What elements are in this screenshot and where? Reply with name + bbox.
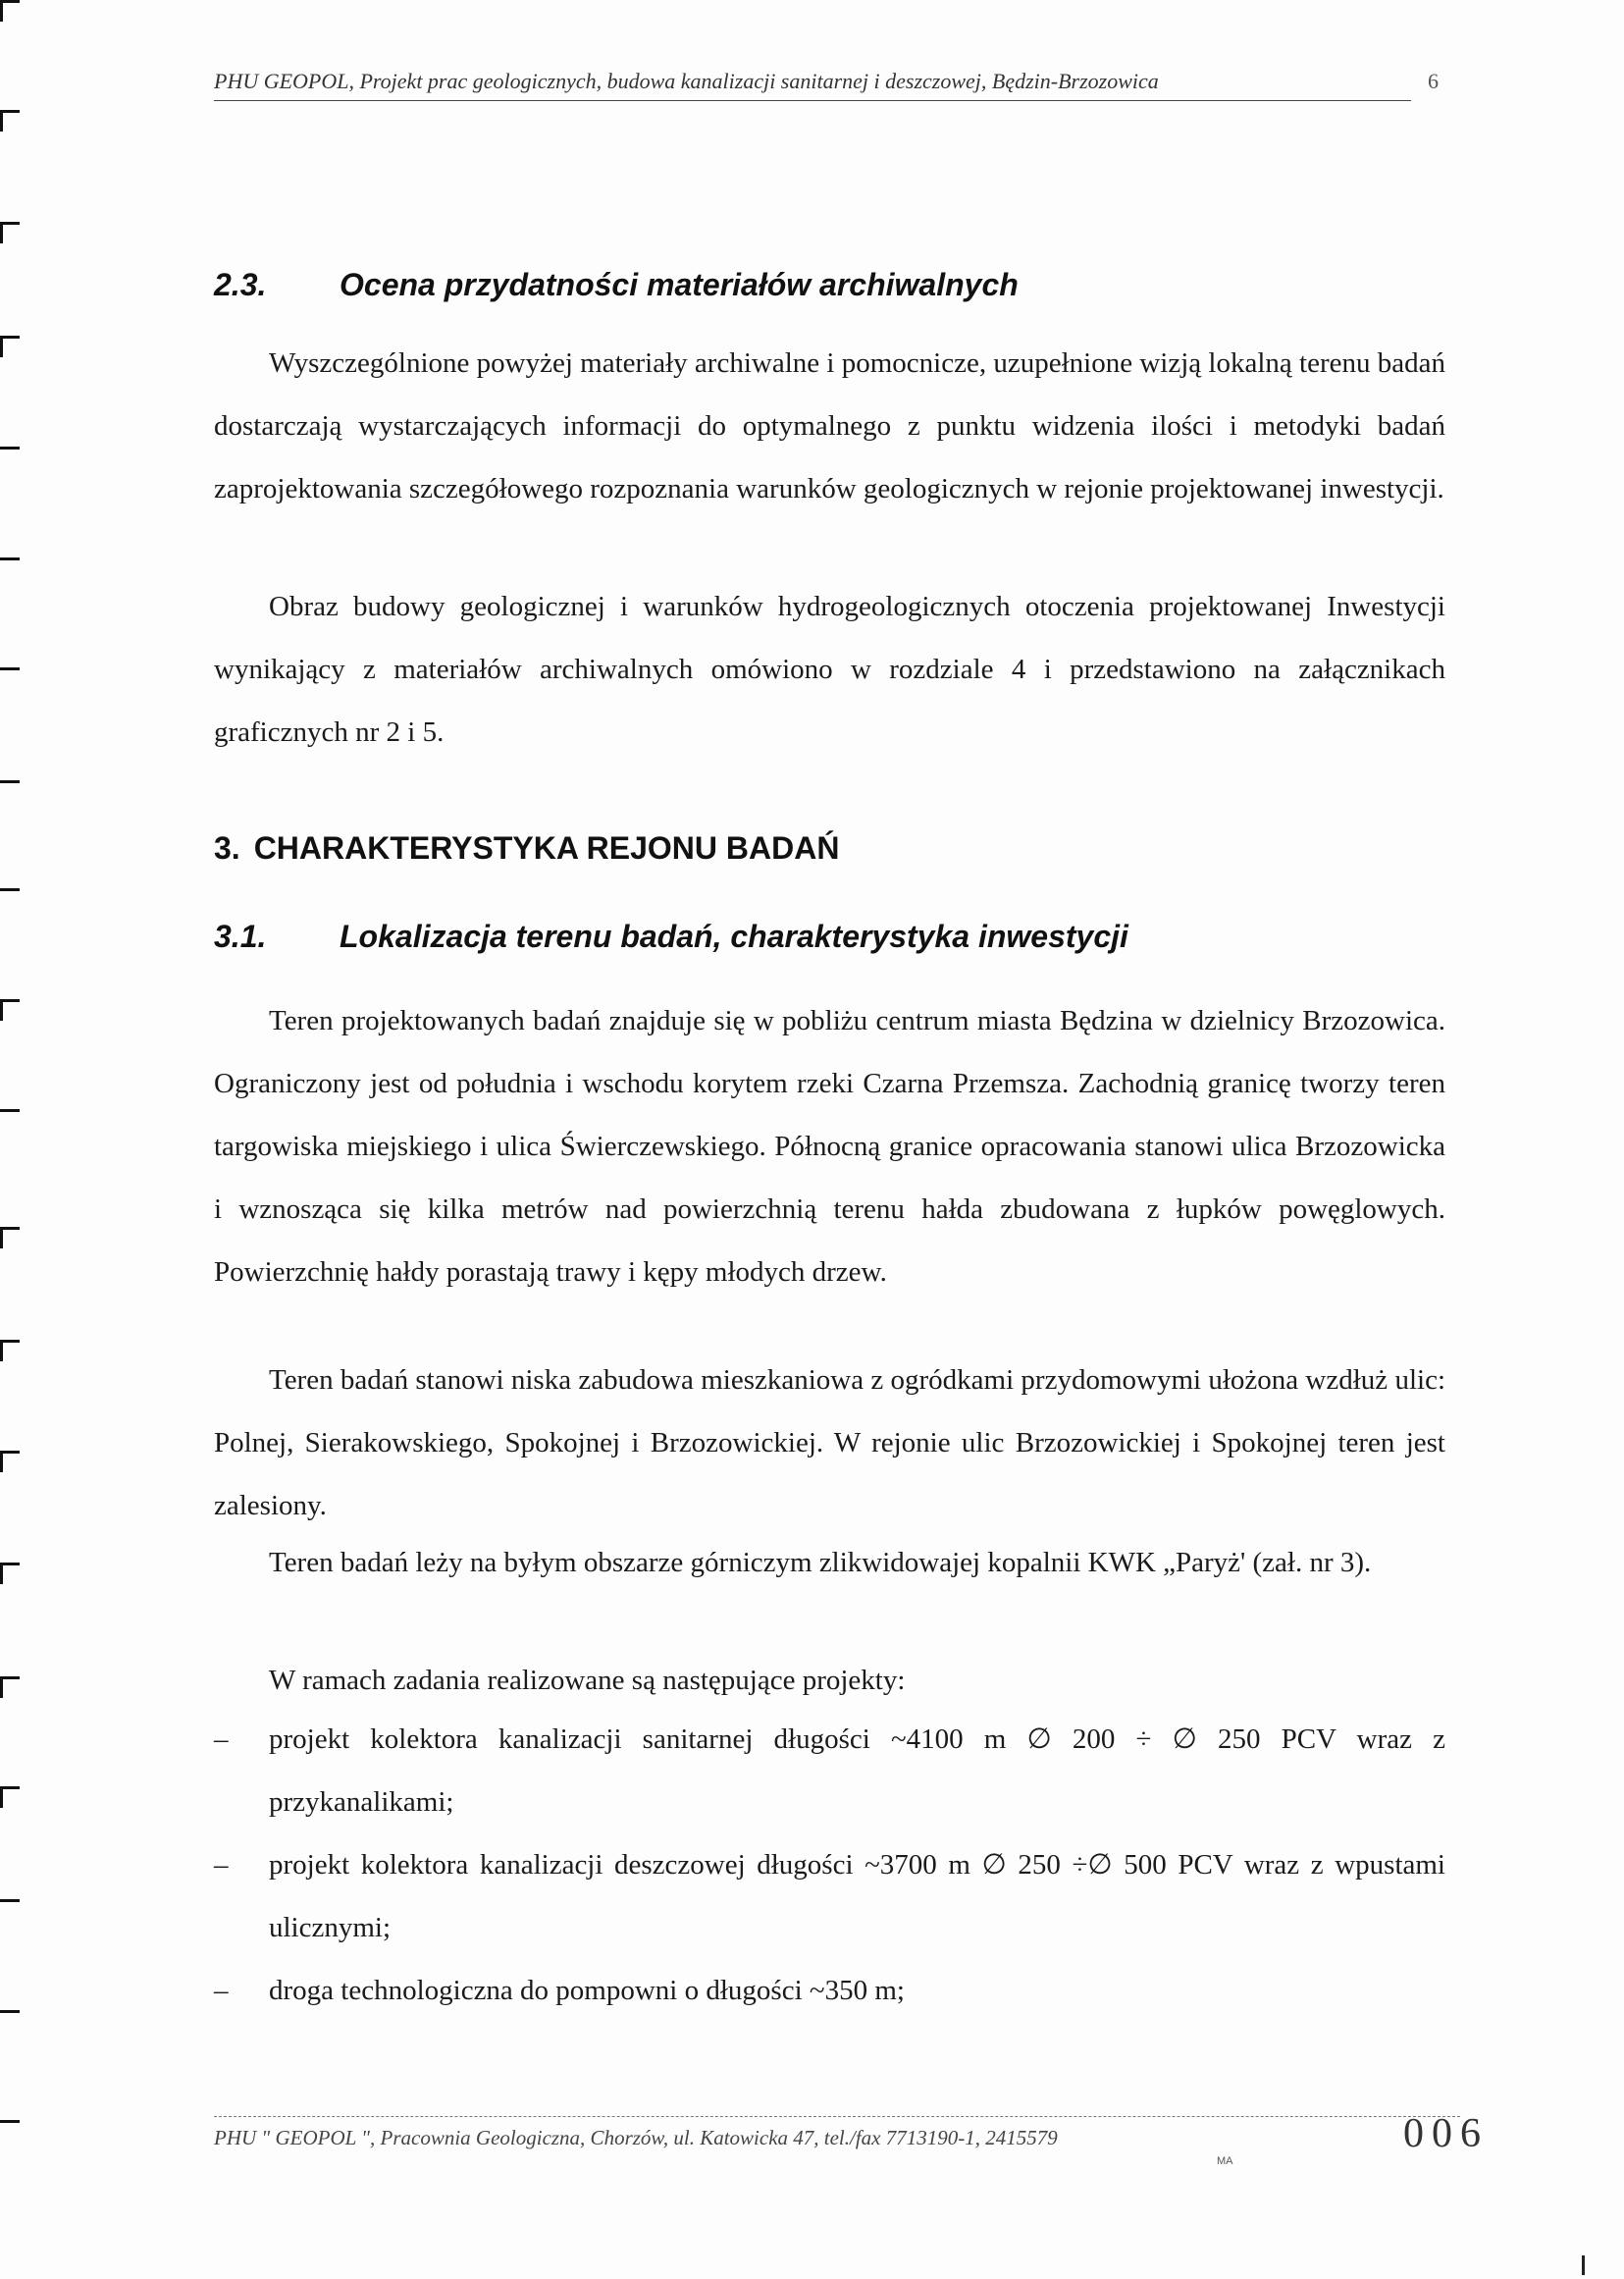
projects-list xyxy=(214,1708,1445,2022)
binder-mark xyxy=(0,1451,22,1490)
section-heading-2-3 xyxy=(214,267,1019,303)
running-header xyxy=(214,69,1439,101)
binder-mark xyxy=(0,1676,22,1716)
binder-mark xyxy=(0,888,22,928)
section-heading-3-1 xyxy=(214,919,1128,955)
binder-mark xyxy=(0,1563,22,1602)
list-item-text: droga technologiczna do pompowni o długości ~350 m; xyxy=(269,1975,905,2006)
section-number: 3.1. xyxy=(214,919,267,954)
list-dash: – xyxy=(214,1975,229,2006)
running-title: PHU GEOPOL, Projekt prac geologicznych, budowa kanalizacji sanitarnej i deszczowej, Będzin-Brzozowica xyxy=(214,69,1159,93)
list-item xyxy=(214,1833,1445,1959)
binder-mark xyxy=(0,2010,22,2049)
list-dash: – xyxy=(214,1723,229,1755)
binder-mark xyxy=(0,1340,22,1379)
scan-corner-mark xyxy=(1582,2255,1585,2275)
paragraph: Teren projektowanych badań znajduje się w pobliżu centrum miasta Będzina w dzielnicy Brzozowica. Ograniczony jest od południa i wschodu korytem rzeki Czarna Przemsza. Zachodnią granicę tworzy teren targowiska miejskiego i ulica Świerczewskiego. Północną granice opracowania stanowi ulica Brzozowicka i wznosząca się kilka metrów nad powierzchnią terenu hałda zbudowana z łupków powęglowych. Powierzchnię hałdy porastają trawy i kępy młodych drzew. xyxy=(214,1005,1445,1288)
binder-mark xyxy=(0,557,22,597)
list-item-text: projekt kolektora kanalizacji sanitarnej długości ~4100 m ∅ 200 ÷ ∅ 250 PCV wraz z przykanalikami; xyxy=(269,1723,1445,1818)
chapter-number: 3. xyxy=(214,830,240,866)
paragraph: Teren badań stanowi niska zabudowa mieszkaniowa z ogródkami przydomowymi ułożona wzdłuż ulic: Polnej, Sierakowskiego, Spokojnej i Brzozowickiej. W rejonie ulic Brzozowickiej i Spokojnej teren jest zalesiony. xyxy=(214,1364,1445,1521)
binder-mark xyxy=(0,0,22,39)
binder-mark xyxy=(0,336,22,375)
binder-mark xyxy=(0,222,22,261)
list-item xyxy=(214,1959,1445,2022)
chapter-heading-3 xyxy=(214,830,839,867)
initials-mark: MA xyxy=(1217,2155,1233,2167)
binder-mark xyxy=(0,780,22,820)
list-item-text: projekt kolektora kanalizacji deszczowej długości ~3700 m ∅ 250 ÷∅ 500 PCV wraz z wpustami ulicznymi; xyxy=(269,1849,1445,1943)
paragraph: W ramach zadania realizowane są następujące projekty: xyxy=(269,1665,906,1696)
binder-mark xyxy=(0,2120,22,2159)
section-title: Lokalizacja terenu badań, charakterystyka inwestycji xyxy=(340,919,1128,954)
paragraph: Obraz budowy geologicznej i warunków hydrogeologicznych otoczenia projektowanej Inwestycji wynikający z materiałów archiwalnych omówiono w rozdziale 4 i przedstawiono na załącznikach graficznych nr 2 i 5. xyxy=(214,591,1445,748)
binder-mark xyxy=(0,1109,22,1148)
page-stamp-number: 006 xyxy=(1403,2111,1489,2156)
paragraph: Wyszczególnione powyżej materiały archiwalne i pomocnicze, uzupełnione wizją lokalną terenu badań dostarczają wystarczających informacji do optymalnego z punktu widzenia ilości i metodyki badań zaprojektowania szczegółowego rozpoznania warunków geologicznych w rejonie projektowanej inwestycji. xyxy=(214,347,1445,504)
binder-mark xyxy=(0,1227,22,1266)
footer-address: PHU " GEOPOL ", Pracownia Geologiczna, Chorzów, ul. Katowicka 47, tel./fax 7713190-1, 2415579 xyxy=(214,2126,1058,2149)
section-number: 2.3. xyxy=(214,267,267,302)
paragraph: Teren badań leży na byłym obszarze górniczym zlikwidowajej kopalnii KWK „Paryż' (zał. nr 3). xyxy=(269,1547,1372,1578)
list-dash: – xyxy=(214,1849,229,1881)
binder-mark xyxy=(0,1786,22,1826)
chapter-title: CHARAKTERYSTYKA REJONU BADAŃ xyxy=(253,830,840,866)
binder-mark xyxy=(0,447,22,486)
binder-mark xyxy=(0,999,22,1038)
section-title: Ocena przydatności materiałów archiwalnych xyxy=(340,267,1019,302)
page-number: 6 xyxy=(1428,69,1439,93)
binder-mark xyxy=(0,1899,22,1938)
list-item xyxy=(214,1708,1445,1833)
binder-mark xyxy=(0,667,22,707)
footer-divider xyxy=(214,2116,1460,2117)
binder-mark xyxy=(0,110,22,149)
